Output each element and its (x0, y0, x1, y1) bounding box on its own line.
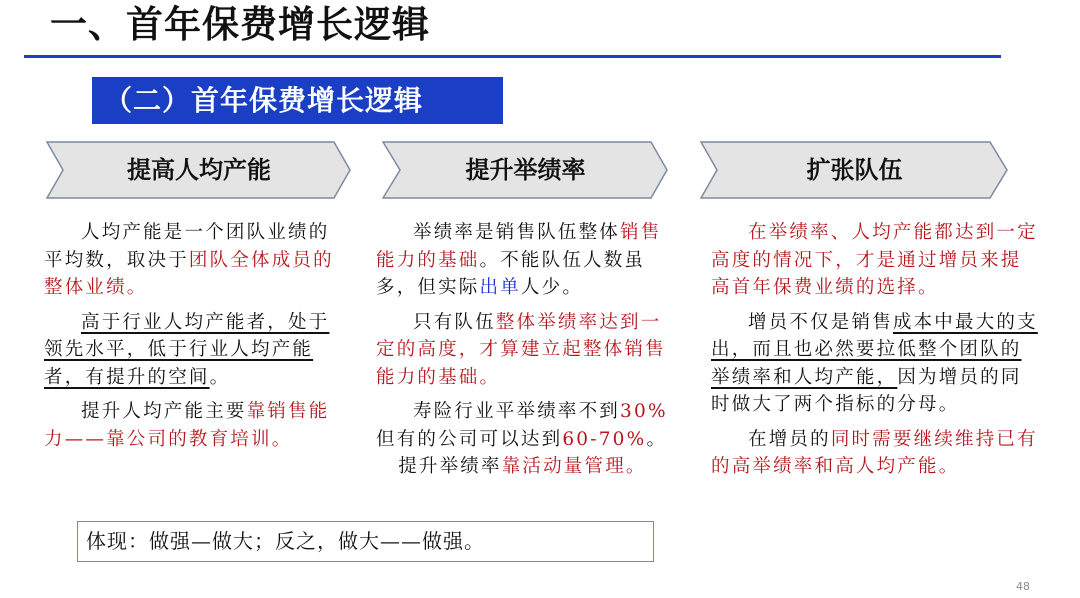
paragraph (711, 426, 1041, 481)
paragraph (376, 398, 676, 453)
paragraph (44, 309, 340, 392)
text-segment: 。 (209, 366, 231, 388)
text-segment: 在增员的 (748, 428, 831, 450)
column-activity-rate (376, 219, 676, 488)
text-segment: 提升举绩率 (398, 456, 502, 477)
highlight-red: 整体举绩率达到一定的高度，才算建立起整体销售能力的基础。 (376, 311, 666, 388)
summary-box: 体现：做强—做大；反之，做大——做强。 (77, 521, 654, 562)
paragraph (376, 309, 676, 392)
highlight-red: 60-70% (562, 428, 647, 450)
chevron-heading-expand-team (700, 141, 1009, 199)
text-segment: 人少。 (520, 277, 584, 298)
paragraph (711, 219, 1041, 302)
column-expand-team (711, 219, 1041, 488)
column-productivity (44, 219, 340, 460)
paragraph (711, 309, 1041, 419)
text-segment: 增员不仅是销售 (748, 311, 893, 333)
page-number: 48 (1016, 580, 1030, 593)
highlight-red: 同时需要继续维持已有的高举绩率和高人均产能。 (711, 428, 1038, 477)
chevron-label: 提高人均产能 (127, 156, 271, 184)
paragraph (376, 219, 676, 302)
page-title: 一、首年保费增长逻辑 (50, 3, 430, 46)
paragraph (44, 219, 340, 302)
chevron-label: 扩张队伍 (806, 156, 903, 184)
underlined-text: 成本中最大的支出，而且也必然要拉低整个团队的举绩率和人均产能， (711, 311, 1038, 388)
paragraph (376, 453, 676, 481)
text-segment: 。 (646, 428, 668, 450)
text-segment: 但有的公司可以达到 (376, 428, 563, 450)
highlight-red: 靠活动量管理。 (501, 456, 647, 477)
text-segment: 只有队伍 (413, 311, 496, 333)
highlight-red: 销售能力的基础 (376, 222, 662, 271)
highlight-red: 在举绩率、人均产能都达到一定高度的情况下，才是通过增员来提高首年保费业绩的选择。 (711, 222, 1038, 298)
text-segment: 因为增员的同时做大了两个指标的分母。 (711, 366, 1022, 415)
highlight-red: 靠销售能力——靠公司的教育培训。 (44, 401, 330, 450)
highlight-red: 团队全体成员的整体业绩。 (44, 249, 334, 298)
text-segment: 提升人均产能主要 (81, 401, 247, 422)
chevron-label: 提升举绩率 (465, 156, 586, 184)
text-segment: 。不能队伍人数虽多，但实际 (376, 249, 646, 298)
text-segment: 寿险行业平举绩率不到 (413, 401, 621, 422)
highlight-red: 30% (620, 401, 668, 422)
chevron-heading-productivity (46, 141, 352, 199)
text-segment: 人均产能是一个团队业绩的平均数，取决于 (44, 222, 330, 271)
title-divider (24, 55, 1001, 58)
chevron-heading-activity-rate (382, 141, 669, 199)
paragraph (44, 398, 340, 453)
underlined-text: 高于行业人均产能者，处于领先水平，低于行业人均产能者，有提升的空间 (44, 311, 330, 388)
section-subtitle: （二）首年保费增长逻辑 (92, 77, 503, 124)
highlight-blue: 出单 (479, 277, 521, 298)
text-segment: 举绩率是销售队伍整体 (413, 222, 621, 243)
